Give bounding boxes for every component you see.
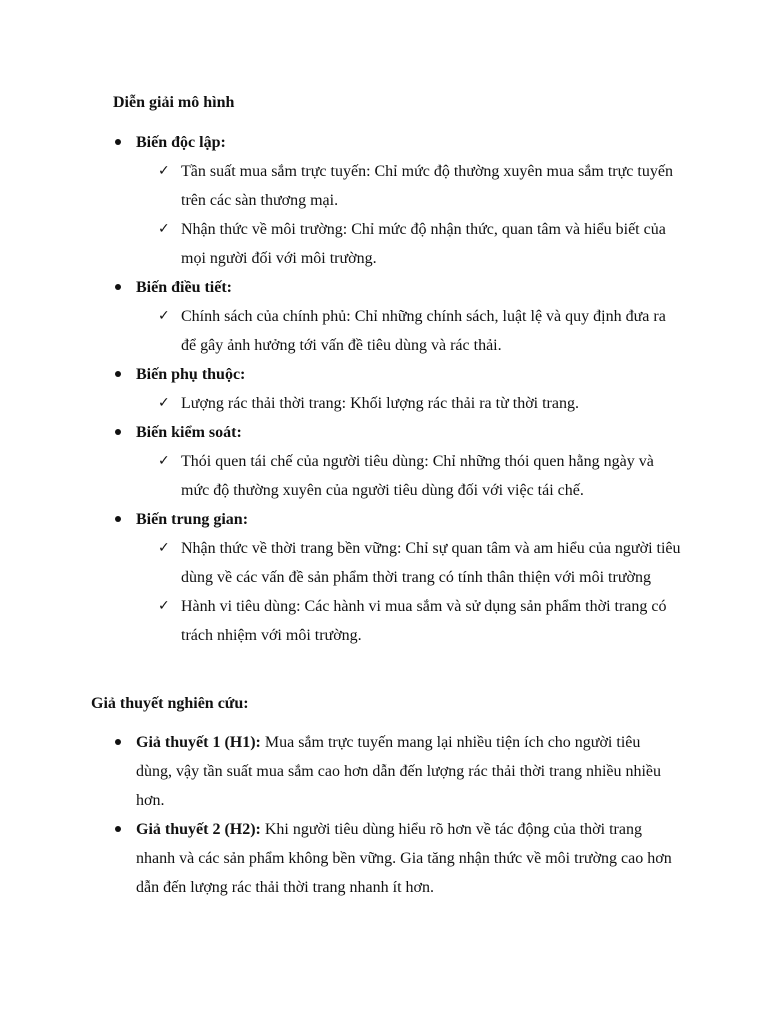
bullet-icon: [115, 284, 121, 290]
group-label: Biến phụ thuộc:: [136, 366, 246, 383]
list-item: [158, 389, 681, 418]
bullet-icon: [115, 516, 121, 522]
list-item-text: Nhận thức về môi trường: Chỉ mức độ nhận thức, quan tâm và hiểu biết của mọi người đối với môi trường.: [181, 221, 666, 267]
list-item-text: Lượng rác thải thời trang: Khối lượng rác thải ra từ thời trang.: [181, 395, 579, 412]
list-item: [158, 215, 681, 273]
check-mark-icon: ✓: [158, 540, 170, 556]
variable-group-independent: [0, 128, 768, 273]
check-mark-icon: ✓: [158, 163, 170, 179]
group-label: Biến kiểm soát:: [136, 424, 242, 441]
bullet-icon: [115, 429, 121, 435]
list-item-text: Hành vi tiêu dùng: Các hành vi mua sắm và sử dụng sản phẩm thời trang có trách nhiệm với môi trường.: [181, 598, 667, 644]
list-item: [158, 447, 681, 505]
section-heading-hypotheses: Giả thuyết nghiên cứu:: [91, 695, 249, 712]
list-item-text: Tần suất mua sắm trực tuyến: Chỉ mức độ thường xuyên mua sắm trực tuyến trên các sàn thương mại.: [181, 163, 673, 209]
check-mark-icon: ✓: [158, 308, 170, 324]
hypothesis-text: Khi người tiêu dùng hiểu rõ hơn về tác động của thời trang nhanh và các sản phẩm không bền vững. Gia tăng nhận thức về môi trường cao hơn dẫn đến lượng rác thải thời trang nhanh ít hơn.: [136, 821, 672, 896]
list-item: [158, 592, 681, 650]
list-item-text: Nhận thức về thời trang bền vững: Chỉ sự quan tâm và am hiểu của người tiêu dùng về các vấn đề sản phẩm thời trang có tính thân thiện với môi trường: [181, 540, 681, 586]
group-label: Biến độc lập:: [136, 134, 226, 151]
hypothesis-lead: Giả thuyết 1 (H1):: [136, 734, 261, 751]
variable-group-moderator: [0, 273, 768, 360]
check-mark-icon: ✓: [158, 453, 170, 469]
hypothesis-lead: Giả thuyết 2 (H2):: [136, 821, 261, 838]
variable-group-dependent: [0, 360, 768, 418]
hypothesis-item-h2: [0, 815, 768, 902]
check-mark-icon: ✓: [158, 598, 170, 614]
bullet-icon: [115, 739, 121, 745]
list-item: [158, 534, 681, 592]
hypothesis-item-h1: [0, 728, 768, 815]
bullet-icon: [115, 371, 121, 377]
variable-group-mediator: [0, 505, 768, 650]
list-item-text: Chính sách của chính phủ: Chỉ những chính sách, luật lệ và quy định đưa ra để gây ảnh hưởng tới vấn đề tiêu dùng và rác thải.: [181, 308, 666, 354]
check-mark-icon: ✓: [158, 221, 170, 237]
group-label: Biến trung gian:: [136, 511, 249, 528]
list-item-text: Thói quen tái chế của người tiêu dùng: Chỉ những thói quen hằng ngày và mức độ thường xuyên của người tiêu dùng đối với việc tái chế.: [181, 453, 654, 499]
section-heading-model: Diễn giải mô hình: [113, 94, 235, 111]
hypothesis-text: Mua sắm trực tuyến mang lại nhiều tiện ích cho người tiêu dùng, vậy tần suất mua sắm cao hơn dẫn đến lượng rác thải thời trang nhiều nhiều hơn.: [136, 734, 662, 809]
check-mark-icon: ✓: [158, 395, 170, 411]
bullet-icon: [115, 139, 121, 145]
list-item: [158, 302, 681, 360]
bullet-icon: [115, 826, 121, 832]
list-item: [158, 157, 681, 215]
variable-group-control: [0, 418, 768, 505]
group-label: Biến điều tiết:: [136, 279, 232, 296]
